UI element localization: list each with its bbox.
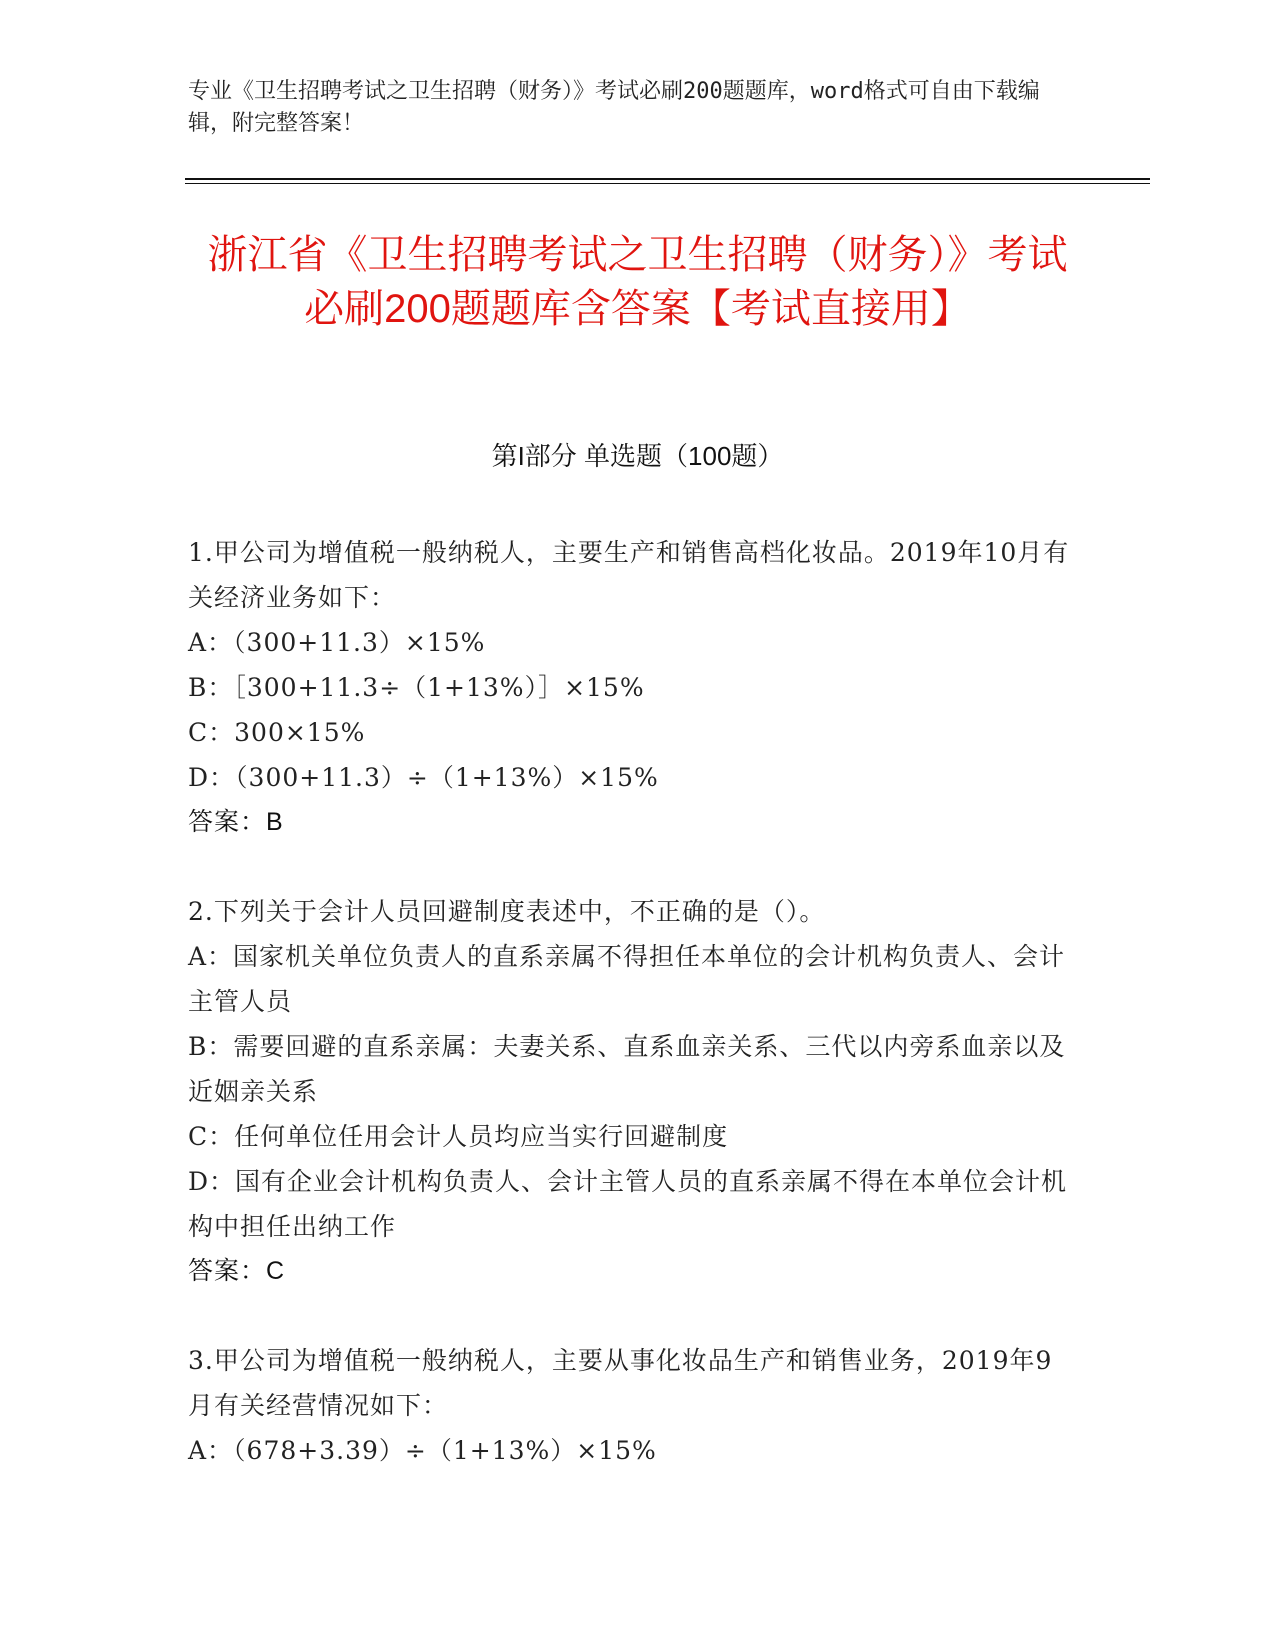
question-stem: 2.下列关于会计人员回避制度表述中，不正确的是（）。 (188, 897, 826, 926)
option-c: C：300×15% (188, 718, 366, 747)
question-3 (188, 1338, 1073, 1473)
option-d: D：（300+11.3）÷（1+13%）×15% (188, 763, 659, 792)
option-a: A：（300+11.3）×15% (188, 628, 486, 657)
option-b: B：需要回避的直系亲属：夫妻关系、直系血亲关系、三代以内旁系血亲以及近姻亲关系 (188, 1032, 1066, 1106)
option-c: C：任何单位任用会计人员均应当实行回避制度 (188, 1122, 729, 1151)
option-d: D：国有企业会计机构负责人、会计主管人员的直系亲属不得在本单位会计机构中担任出纳工作 (188, 1167, 1068, 1241)
question-2 (188, 889, 1073, 1294)
question-1 (188, 530, 1073, 845)
answer-line: 答案：C (188, 1257, 286, 1285)
option-a: A：国家机关单位负责人的直系亲属不得担任本单位的会计机构负责人、会计主管人员 (188, 942, 1066, 1016)
header-divider-thick (185, 178, 1150, 180)
question-stem: 1.甲公司为增值税一般纳税人，主要生产和销售高档化妆品。2019年10月有关经济业务如下： (188, 538, 1070, 612)
option-a: A：（678+3.39）÷（1+13%）×15% (188, 1436, 657, 1465)
option-b: B：［300+11.3÷（1+13%）］×15% (188, 673, 645, 702)
answer-line: 答案：B (188, 808, 284, 836)
question-stem: 3.甲公司为增值税一般纳税人，主要从事化妆品生产和销售业务，2019年9月有关经营情况如下： (188, 1346, 1053, 1420)
section-heading: 第I部分 单选题（100题） (491, 441, 784, 471)
header-note: 专业《卫生招聘考试之卫生招聘（财务）》考试必刷200题题库，word格式可自由下载编辑，附完整答案！ (188, 79, 1040, 136)
document-title: 浙江省《卫生招聘考试之卫生招聘（财务）》考试必刷200题题库含答案【考试直接用】 (207, 233, 1068, 331)
header-divider-thin (185, 183, 1150, 184)
question-list (188, 530, 1073, 1517)
